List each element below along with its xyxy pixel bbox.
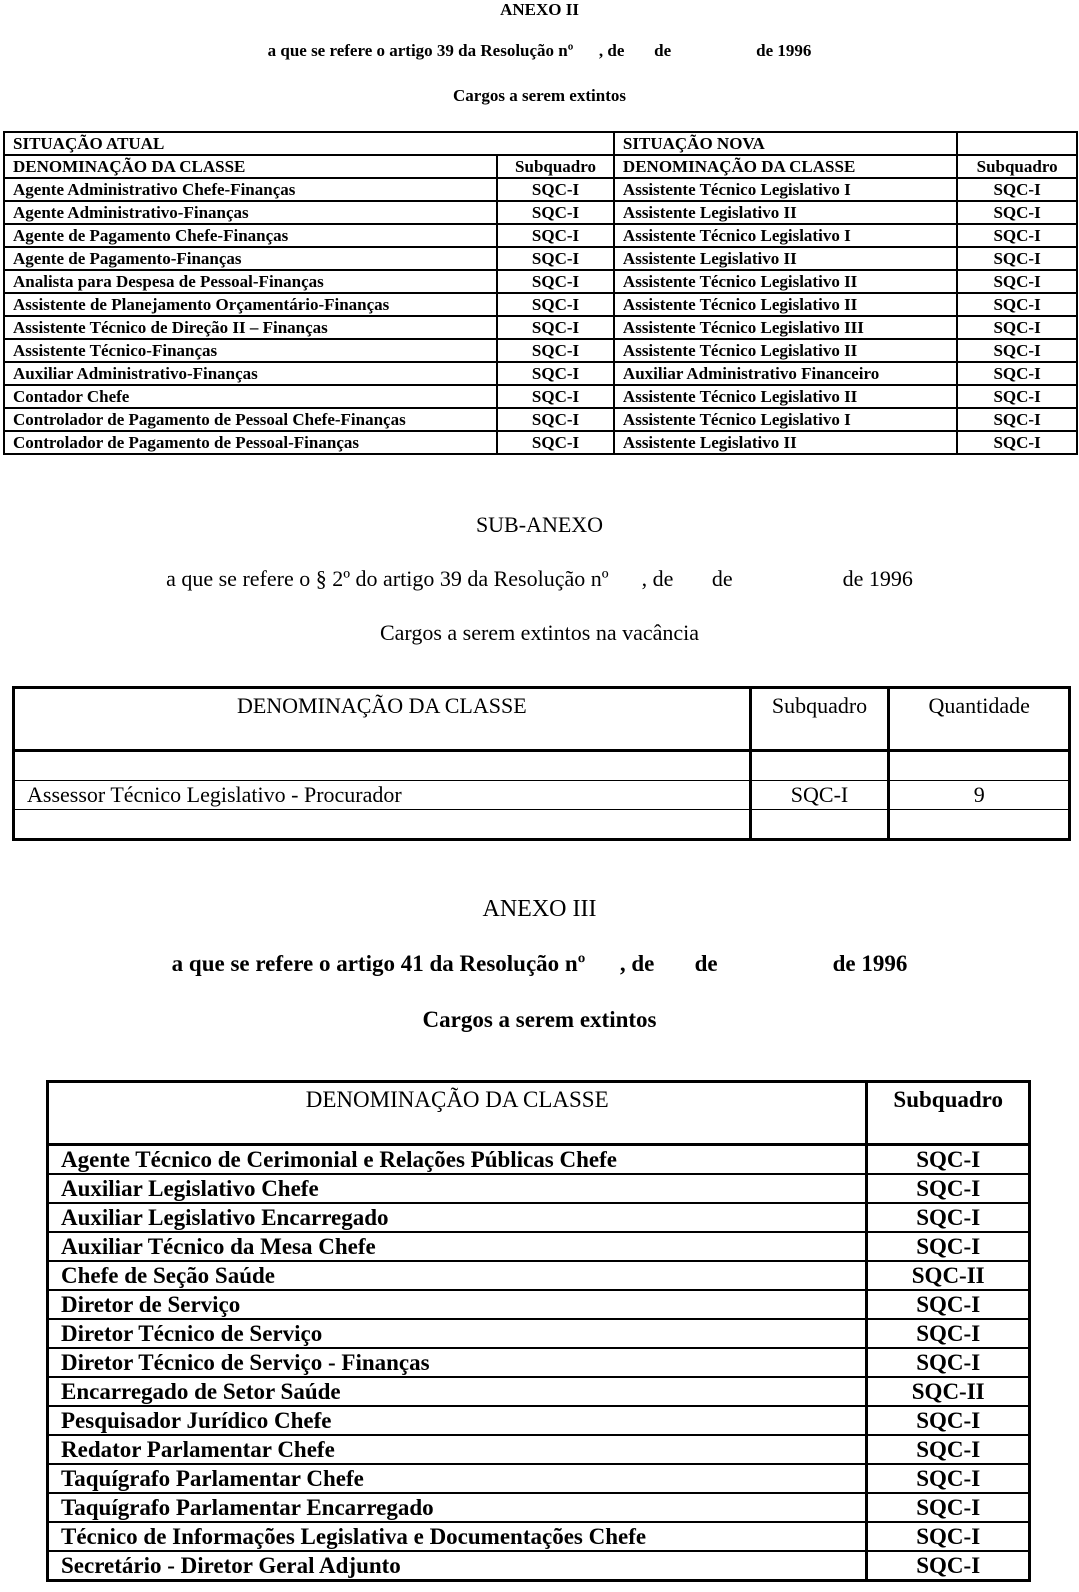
table-row xyxy=(4,178,1077,201)
table-row xyxy=(4,362,1077,385)
denominacao-cell: Agente Técnico de Cerimonial e Relações Públicas Chefe xyxy=(48,1145,867,1175)
nova-denominacao-cell: Assistente Técnico Legislativo II xyxy=(614,270,957,293)
table-row xyxy=(4,385,1077,408)
denominacao-cell: Diretor Técnico de Serviço - Finanças xyxy=(48,1348,867,1377)
table-row xyxy=(48,1522,1030,1551)
subquadro-cell: SQC-I xyxy=(867,1174,1030,1203)
atual-subquadro-cell: SQC-I xyxy=(497,247,614,270)
table-row-empty xyxy=(14,810,1070,840)
nova-subquadro-cell: SQC-I xyxy=(957,316,1077,339)
anexo2-caption: Cargos a serem extintos xyxy=(453,86,626,105)
subquadro-cell: SQC-I xyxy=(867,1406,1030,1435)
atual-subquadro-cell: SQC-I xyxy=(497,224,614,247)
table-row xyxy=(4,316,1077,339)
table-row xyxy=(48,1551,1030,1581)
col-denominacao: DENOMINAÇÃO DA CLASSE xyxy=(48,1082,867,1145)
denominacao-cell: Auxiliar Técnico da Mesa Chefe xyxy=(48,1232,867,1261)
atual-subquadro-cell: SQC-I xyxy=(497,431,614,454)
atual-subquadro-cell: SQC-I xyxy=(497,408,614,431)
atual-subquadro-cell: SQC-I xyxy=(497,178,614,201)
nova-denominacao-cell: Assistente Técnico Legislativo I xyxy=(614,224,957,247)
subanexo-table xyxy=(12,686,1071,841)
table-row xyxy=(14,781,1070,810)
nova-denominacao-cell: Assistente Técnico Legislativo II xyxy=(614,385,957,408)
subquadro-cell: SQC-I xyxy=(867,1493,1030,1522)
denominacao-cell: Técnico de Informações Legislativa e Documentações Chefe xyxy=(48,1522,867,1551)
subquadro-cell: SQC-I xyxy=(867,1435,1030,1464)
subquadro-cell: SQC-I xyxy=(867,1290,1030,1319)
denominacao-cell: Taquígrafo Parlamentar Encarregado xyxy=(48,1493,867,1522)
quantidade-cell: 9 xyxy=(889,781,1070,810)
nova-denominacao-cell: Assistente Legislativo II xyxy=(614,201,957,224)
atual-denominacao-cell: Controlador de Pagamento de Pessoal Chefe-Finanças xyxy=(4,408,497,431)
table-row xyxy=(4,224,1077,247)
atual-denominacao-cell: Assistente Técnico-Finanças xyxy=(4,339,497,362)
anexo3-header-row xyxy=(48,1082,1030,1145)
nova-denominacao-cell: Assistente Técnico Legislativo III xyxy=(614,316,957,339)
situacao-atual-header: SITUAÇÃO ATUAL xyxy=(4,132,614,155)
subquadro-cell: SQC-I xyxy=(867,1203,1030,1232)
subquadro-cell: SQC-I xyxy=(867,1551,1030,1581)
subanexo-caption: Cargos a serem extintos na vacância xyxy=(379,620,700,645)
col-denominacao: DENOMINAÇÃO DA CLASSE xyxy=(14,688,751,751)
nova-subquadro-cell: SQC-I xyxy=(957,408,1077,431)
atual-denominacao-cell: Assistente Técnico de Direção II – Finanças xyxy=(4,316,497,339)
atual-subquadro-cell: SQC-I xyxy=(497,293,614,316)
atual-denominacao-cell: Auxiliar Administrativo-Finanças xyxy=(4,362,497,385)
subanexo-subtitle: a que se refere o § 2º do artigo 39 da Resolução nº , de de de 1996 xyxy=(166,566,913,591)
nova-denominacao-cell: Assistente Legislativo II xyxy=(614,431,957,454)
atual-subquadro-cell: SQC-I xyxy=(497,385,614,408)
nova-denominacao-cell: Assistente Técnico Legislativo II xyxy=(614,339,957,362)
denominacao-cell: Pesquisador Jurídico Chefe xyxy=(48,1406,867,1435)
denominacao-cell: Auxiliar Legislativo Encarregado xyxy=(48,1203,867,1232)
nova-subquadro-cell: SQC-I xyxy=(957,178,1077,201)
nova-denominacao-cell: Assistente Técnico Legislativo II xyxy=(614,293,957,316)
denominacao-cell: Encarregado de Setor Saúde xyxy=(48,1377,867,1406)
anexo2-title: ANEXO II xyxy=(500,0,579,19)
table-row xyxy=(48,1319,1030,1348)
atual-denominacao-cell: Controlador de Pagamento de Pessoal-Finanças xyxy=(4,431,497,454)
subquadro-cell: SQC-I xyxy=(867,1145,1030,1175)
table-row xyxy=(48,1493,1030,1522)
table-row xyxy=(4,431,1077,454)
denominacao-cell: Taquígrafo Parlamentar Chefe xyxy=(48,1464,867,1493)
table-row xyxy=(4,270,1077,293)
anexo2-table xyxy=(3,131,1078,455)
denominacao-cell: Assessor Técnico Legislativo - Procurador xyxy=(14,781,751,810)
anexo2-subtitle: a que se refere o artigo 39 da Resolução nº , de de de 1996 xyxy=(267,41,812,60)
nova-subquadro-cell: SQC-I xyxy=(957,431,1077,454)
nova-subquadro-cell: SQC-I xyxy=(957,270,1077,293)
table-row xyxy=(48,1290,1030,1319)
atual-denominacao-cell: Assistente de Planejamento Orçamentário-Finanças xyxy=(4,293,497,316)
atual-subquadro-cell: SQC-I xyxy=(497,270,614,293)
anexo3-caption: Cargos a serem extintos xyxy=(422,1007,657,1032)
anexo2-column-header-row xyxy=(4,155,1077,178)
subanexo-header-row xyxy=(14,688,1070,751)
subquadro-cell: SQC-I xyxy=(867,1319,1030,1348)
anexo3-table xyxy=(46,1080,1031,1582)
table-row xyxy=(48,1435,1030,1464)
atual-denominacao-cell: Agente Administrativo-Finanças xyxy=(4,201,497,224)
col-denominacao-atual: DENOMINAÇÃO DA CLASSE xyxy=(4,155,497,178)
nova-subquadro-cell: SQC-I xyxy=(957,293,1077,316)
nova-subquadro-cell: SQC-I xyxy=(957,247,1077,270)
col-subquadro: Subquadro xyxy=(867,1082,1030,1145)
anexo2-section-header-row xyxy=(4,132,1077,155)
table-row xyxy=(48,1348,1030,1377)
col-quantidade: Quantidade xyxy=(889,688,1070,751)
atual-denominacao-cell: Contador Chefe xyxy=(4,385,497,408)
atual-denominacao-cell: Agente de Pagamento-Finanças xyxy=(4,247,497,270)
subanexo-title: SUB-ANEXO xyxy=(475,512,604,537)
atual-denominacao-cell: Analista para Despesa de Pessoal-Finanças xyxy=(4,270,497,293)
table-row xyxy=(4,201,1077,224)
atual-subquadro-cell: SQC-I xyxy=(497,339,614,362)
col-subquadro-nova: Subquadro xyxy=(957,155,1077,178)
table-row xyxy=(48,1232,1030,1261)
table-row xyxy=(48,1406,1030,1435)
table-row xyxy=(48,1145,1030,1175)
atual-subquadro-cell: SQC-I xyxy=(497,316,614,339)
subquadro-cell: SQC-I xyxy=(867,1232,1030,1261)
denominacao-cell: Secretário - Diretor Geral Adjunto xyxy=(48,1551,867,1581)
nova-subquadro-cell: SQC-I xyxy=(957,362,1077,385)
nova-subquadro-cell: SQC-I xyxy=(957,339,1077,362)
table-row xyxy=(4,293,1077,316)
denominacao-cell: Chefe de Seção Saúde xyxy=(48,1261,867,1290)
table-row xyxy=(48,1203,1030,1232)
situacao-nova-header: SITUAÇÃO NOVA xyxy=(614,132,957,155)
nova-subquadro-cell: SQC-I xyxy=(957,201,1077,224)
nova-denominacao-cell: Assistente Técnico Legislativo I xyxy=(614,408,957,431)
subquadro-cell: SQC-I xyxy=(750,781,889,810)
atual-denominacao-cell: Agente de Pagamento Chefe-Finanças xyxy=(4,224,497,247)
table-row xyxy=(48,1377,1030,1406)
nova-subquadro-cell: SQC-I xyxy=(957,224,1077,247)
nova-denominacao-cell: Assistente Técnico Legislativo I xyxy=(614,178,957,201)
anexo3-title: ANEXO III xyxy=(482,896,597,922)
nova-denominacao-cell: Auxiliar Administrativo Financeiro xyxy=(614,362,957,385)
col-subquadro-atual: Subquadro xyxy=(497,155,614,178)
subquadro-cell: SQC-II xyxy=(867,1377,1030,1406)
table-row xyxy=(4,247,1077,270)
table-row xyxy=(48,1174,1030,1203)
table-row xyxy=(48,1464,1030,1493)
col-subquadro: Subquadro xyxy=(750,688,889,751)
denominacao-cell: Auxiliar Legislativo Chefe xyxy=(48,1174,867,1203)
denominacao-cell: Diretor Técnico de Serviço xyxy=(48,1319,867,1348)
subquadro-cell: SQC-I xyxy=(867,1464,1030,1493)
atual-subquadro-cell: SQC-I xyxy=(497,362,614,385)
denominacao-cell: Diretor de Serviço xyxy=(48,1290,867,1319)
anexo3-subtitle: a que se refere o artigo 41 da Resolução nº , de de de 1996 xyxy=(171,951,908,976)
nova-denominacao-cell: Assistente Legislativo II xyxy=(614,247,957,270)
atual-subquadro-cell: SQC-I xyxy=(497,201,614,224)
subquadro-cell: SQC-I xyxy=(867,1348,1030,1377)
subquadro-cell: SQC-I xyxy=(867,1522,1030,1551)
subquadro-cell: SQC-II xyxy=(867,1261,1030,1290)
table-row xyxy=(48,1261,1030,1290)
denominacao-cell: Redator Parlamentar Chefe xyxy=(48,1435,867,1464)
nova-subquadro-cell: SQC-I xyxy=(957,385,1077,408)
table-row xyxy=(4,408,1077,431)
atual-denominacao-cell: Agente Administrativo Chefe-Finanças xyxy=(4,178,497,201)
table-row xyxy=(4,339,1077,362)
table-row-empty xyxy=(14,751,1070,781)
col-denominacao-nova: DENOMINAÇÃO DA CLASSE xyxy=(614,155,957,178)
empty-header-cell xyxy=(957,132,1077,155)
